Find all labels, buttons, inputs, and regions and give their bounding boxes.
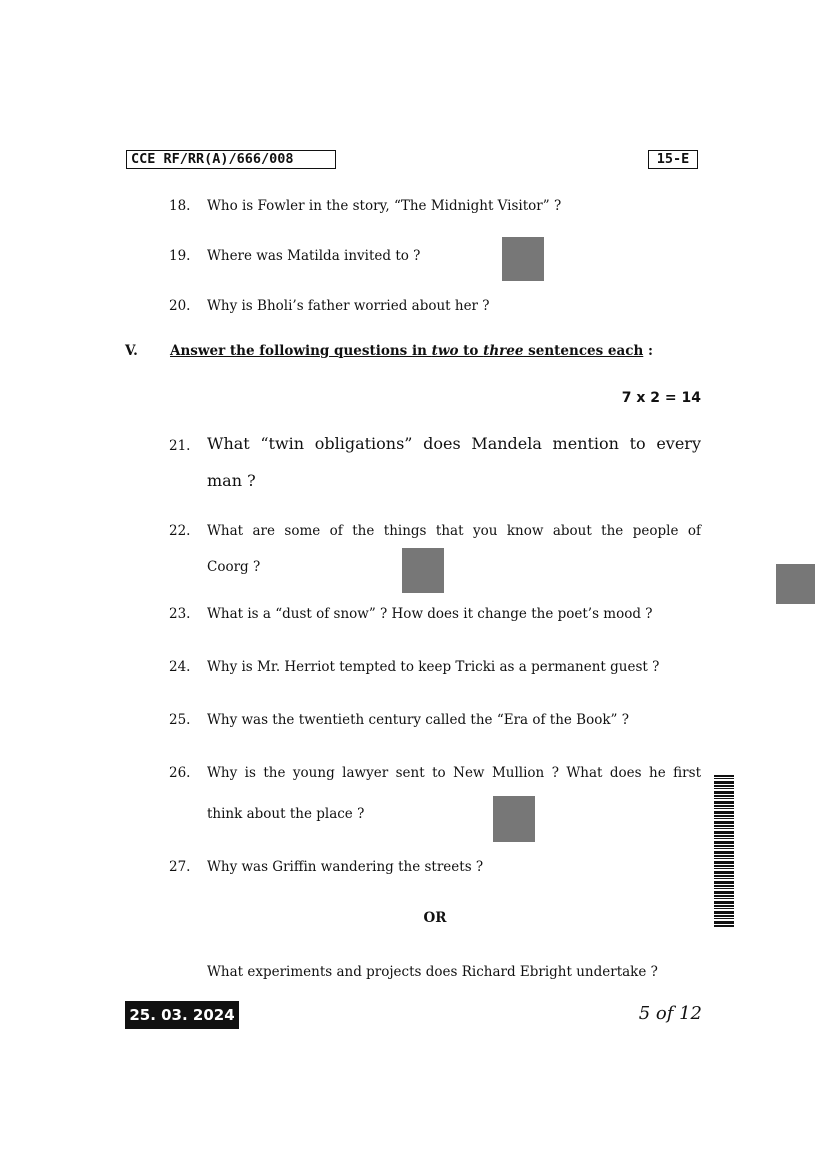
question-text-line2: think about the place ? (207, 806, 365, 822)
qr-code-icon (402, 548, 444, 593)
question-number: 27. (169, 859, 191, 875)
question-text: Why was the twentieth century called the “Era of the Book” ? (207, 712, 629, 728)
qr-code-icon (502, 237, 544, 281)
paper-number: 15-E (648, 150, 698, 169)
page-number: 5 of 12 (638, 1003, 702, 1024)
question-text-line1: What are some of the things that you know about the people of (207, 523, 701, 539)
question-number: 22. (169, 523, 191, 539)
qr-code-icon (493, 796, 535, 842)
question-text-line2: Coorg ? (207, 559, 261, 575)
qr-code-icon (776, 564, 815, 604)
question-text: Why was Griffin wandering the streets ? (207, 859, 484, 875)
question-text-line1: Why is the young lawyer sent to New Mullion ? What does he first (207, 765, 701, 781)
question-number: 26. (169, 765, 191, 781)
question-number: 20. (169, 298, 191, 314)
question-text-line2: man ? (207, 471, 256, 490)
question-text: What experiments and projects does Richard Ebright undertake ? (207, 964, 658, 980)
question-number: 19. (169, 248, 191, 264)
question-number: 25. (169, 712, 191, 728)
or-label: OR (423, 910, 447, 926)
question-text: Who is Fowler in the story, “The Midnight Visitor” ? (207, 198, 562, 214)
question-number: 24. (169, 659, 191, 675)
barcode-icon (714, 775, 734, 927)
section-instruction: Answer the following questions in two to three sentences each : (170, 343, 653, 359)
section-number: V. (125, 343, 138, 359)
question-text: Why is Mr. Herriot tempted to keep Tricki as a permanent guest ? (207, 659, 660, 675)
exam-date: 25. 03. 2024 (125, 1001, 239, 1029)
question-text: What is a “dust of snow” ? How does it change the poet’s mood ? (207, 606, 653, 622)
question-number: 21. (169, 438, 191, 454)
question-number: 18. (169, 198, 191, 214)
section-marks: 7 x 2 = 14 (621, 390, 701, 406)
question-text-line1: What “twin obligations” does Mandela mention to every (207, 434, 701, 453)
question-text: Where was Matilda invited to ? (207, 248, 421, 264)
question-text: Why is Bholi’s father worried about her ? (207, 298, 490, 314)
question-number: 23. (169, 606, 191, 622)
paper-code: CCE RF/RR(A)/666/008 (126, 150, 336, 169)
